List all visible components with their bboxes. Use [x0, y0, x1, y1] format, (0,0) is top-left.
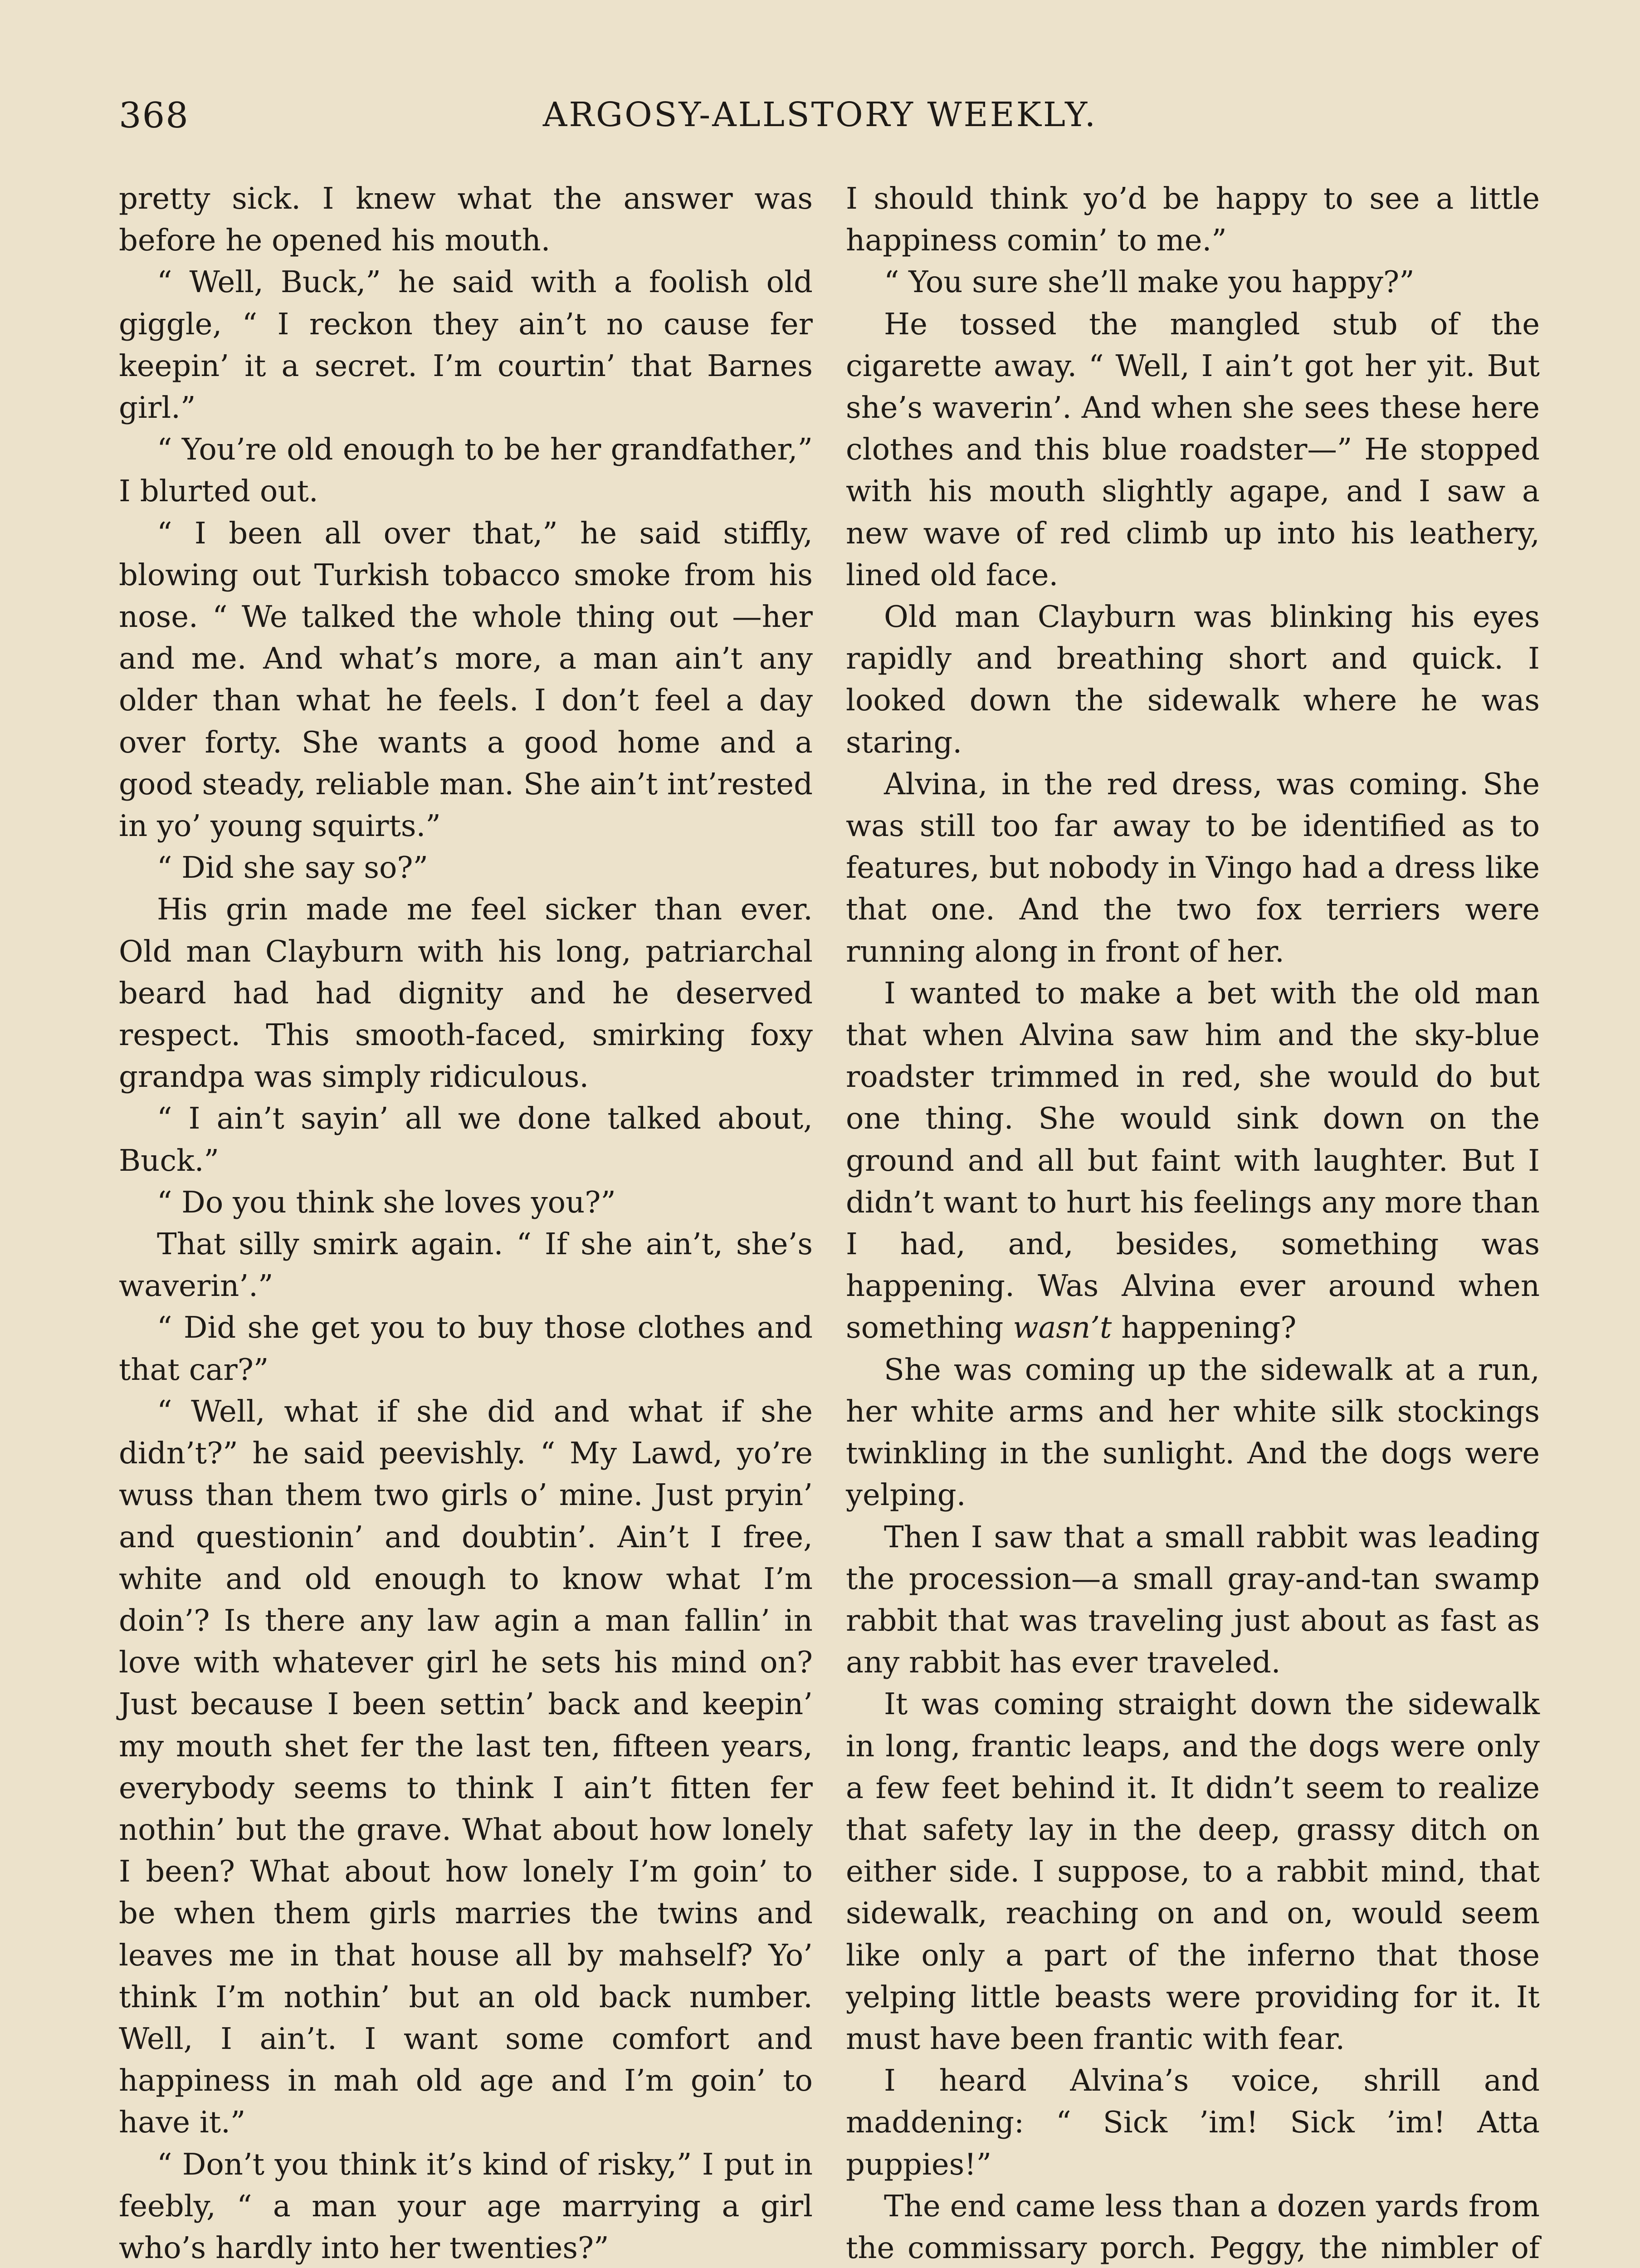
paragraph: “ Did she get you to buy those clothes and that car?” — [119, 1310, 813, 1387]
paragraph: The end came less than a dozen yards from the commissary porch. Peggy, the nimbler of — [846, 2189, 1540, 2265]
paragraph: Alvina, in the red dress, was coming. She was still too far away to be identified as to features, but nobody in Vingo had a dress like that one. And the two fox terriers were running along in front of her. — [846, 767, 1540, 969]
paragraph: Old man Clayburn was blinking his eyes rapidly and breathing short and quick. I looked down the sidewalk where he was staring. — [846, 600, 1540, 760]
paragraph: “ Did she say so?” — [157, 850, 429, 885]
paragraph-text: I wanted to make a bet with the old man that when Alvina saw him and the sky-blue roadster trimmed in red, she would do but one thing. She would sink down on the ground and all but faint with laughter. But I didn’t want to hurt his feelings any more than I had, and, besides, something was happening. Was Alvina ever around when something — [846, 976, 1540, 1345]
running-title: ARGOSY-ALLSTORY WEEKLY. — [542, 95, 1098, 134]
paragraph: “ Do you think she loves you?” — [157, 1185, 616, 1220]
paragraph: “ Well, what if she did and what if she didn’t?” he said peevishly. “ My Lawd, yo’re wuss than them two girls o’ mine. Just pryin’ and questionin’ and doubtin’. Ain’t I free, white and old enough to know what I’m doin’? Is there any law agin a man fallin’ in love with whatever girl he sets his mind on? Just because I been settin’ back and keepin’ my mouth shet fer the last ten, fifteen years, everybody seems to think I ain’t fitten fer nothin’ but the grave. What about how lonely I been? What about how lonely I’m goin’ to be when them girls marries the twins and leaves me in that house all by mahself? Yo’ think I’m nothin’ but an old back number. Well, I ain’t. I want some comfort and happiness in mah old age and I’m goin’ to have it.” — [119, 1394, 813, 2140]
page-number: 368 — [119, 95, 189, 136]
paragraph: “ I ain’t sayin’ all we done talked about, Buck.” — [119, 1101, 813, 1178]
paragraph: I heard Alvina’s voice, shrill and maddening: “ Sick ’im! Sick ’im! Atta puppies!” — [846, 2063, 1540, 2182]
paragraph: He tossed the mangled stub of the cigarette away. “ Well, I ain’t got her yit. But she’s waverin’. And when she sees these here clothes and this blue roadster—” He stopped with his mouth slightly agape, and I saw a new wave of red climb up into his leathery, lined old face. — [846, 307, 1540, 592]
paragraph: “ You’re old enough to be her grandfather,” I blurted out. — [119, 432, 813, 509]
paragraph: pretty sick. I knew what the answer was before he opened his mouth. — [119, 181, 813, 258]
page-header — [0, 95, 1640, 145]
paragraph: “ I been all over that,” he said stiffly, blowing out Turkish tobacco smoke from his nose. “ We talked the whole thing out —her and me. And what’s more, a man ain’t any older than what he feels. I don’t feel a day over forty. She wants a good home and a good steady, reliable man. She ain’t int’rested in yo’ young squirts.” — [119, 516, 813, 844]
paragraph: Then I saw that a small rabbit was leading the procession—a small gray-and-tan swamp rabbit that was traveling just about as fast as any rabbit has ever traveled. — [846, 1520, 1540, 1680]
paragraph: It was coming straight down the sidewalk in long, frantic leaps, and the dogs were only a few feet behind it. It didn’t seem to realize that safety lay in the deep, grassy ditch on either side. I suppose, to a rabbit mind, that sidewalk, reaching on and on, would seem like only a part of the inferno that those yelping little beasts were providing for it. It must have been frantic with fear. — [846, 1687, 1540, 2056]
paragraph: His grin made me feel sicker than ever. Old man Clayburn with his long, patriarchal beard had had dignity and he deserved respect. This smooth-faced, smirking foxy grandpa was simply ridiculous. — [119, 892, 813, 1095]
emphasis-text: wasn’t — [1013, 1310, 1112, 1345]
paragraph: That silly smirk again. “ If she ain’t, she’s waverin’.” — [119, 1227, 813, 1304]
left-column — [119, 178, 813, 2268]
paragraph: “ Well, Buck,” he said with a foolish old giggle, “ I reckon they ain’t no cause fer keepin’ it a secret. I’m courtin’ that Barnes girl.” — [119, 265, 813, 425]
paragraph: “ You sure she’ll make you happy?” — [884, 265, 1415, 300]
paragraph: “ Don’t you think it’s kind of risky,” I put in feebly, “ a man your age marrying a girl who’s hardly into her twenties?” — [119, 2147, 813, 2265]
right-column — [846, 178, 1540, 2268]
paragraph-text-end: happening? — [1112, 1310, 1297, 1345]
paragraph — [846, 973, 1540, 1349]
paragraph: I should think yo’d be happy to see a little happiness comin’ to me.” — [846, 181, 1540, 258]
paragraph: She was coming up the sidewalk at a run, her white arms and her white silk stockings twinkling in the sunlight. And the dogs were yelping. — [846, 1352, 1540, 1513]
